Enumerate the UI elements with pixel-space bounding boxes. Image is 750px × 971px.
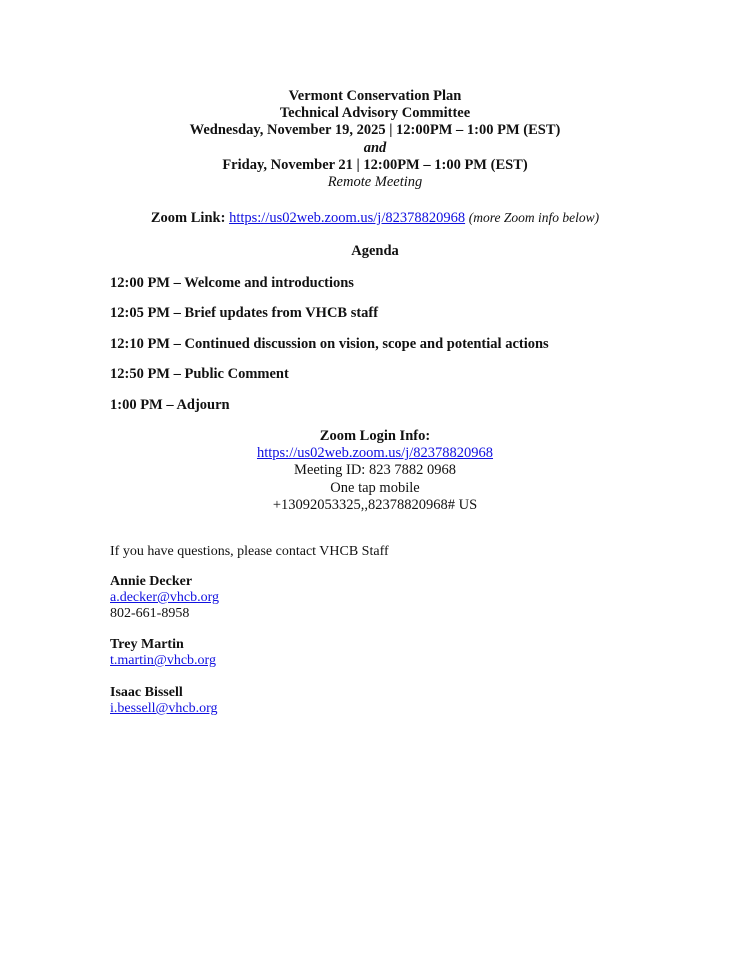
agenda-item: 12:00 PM – Welcome and introductions xyxy=(110,275,354,291)
agenda-item: 12:50 PM – Public Comment xyxy=(110,366,289,382)
document-title: Vermont Conservation Plan xyxy=(288,88,462,104)
document-header xyxy=(0,88,750,191)
zoom-login-heading: Zoom Login Info: xyxy=(319,428,431,444)
one-tap-label: One tap mobile xyxy=(330,479,420,496)
one-tap-phone: +13092053325,,82378820968# US xyxy=(272,496,478,513)
contact-name: Annie Decker xyxy=(110,574,193,589)
zoom-link-note: (more Zoom info below) xyxy=(468,210,600,225)
contact-email[interactable]: t.martin@vhcb.org xyxy=(110,653,216,668)
zoom-login-info xyxy=(0,428,750,514)
contact-trey-martin xyxy=(110,637,216,669)
contact-name: Isaac Bissell xyxy=(110,685,183,700)
zoom-link-label: Zoom Link: xyxy=(150,210,226,226)
meeting-date-1: Wednesday, November 19, 2025 | 12:00PM – 1:00 PM (EST) xyxy=(189,122,561,139)
conjunction: and xyxy=(363,139,387,156)
contact-phone: 802-661-8958 xyxy=(110,606,190,621)
contact-email[interactable]: i.bessell@vhcb.org xyxy=(110,701,218,716)
agenda-item: 12:05 PM – Brief updates from VHCB staff xyxy=(110,305,379,321)
zoom-link-line xyxy=(0,209,750,227)
contact-intro: If you have questions, please contact VHCB Staff xyxy=(110,544,389,559)
contact-isaac-bissell xyxy=(110,685,218,717)
contact-name: Trey Martin xyxy=(110,637,184,652)
contact-email[interactable]: a.decker@vhcb.org xyxy=(110,590,220,605)
committee-name: Technical Advisory Committee xyxy=(279,105,471,122)
zoom-login-link[interactable]: https://us02web.zoom.us/j/82378820968 xyxy=(256,445,494,462)
meeting-date-2: Friday, November 21 | 12:00PM – 1:00 PM (EST) xyxy=(222,156,528,173)
agenda-item: 1:00 PM – Adjourn xyxy=(110,397,230,413)
contact-annie-decker xyxy=(110,574,219,622)
agenda-heading: Agenda xyxy=(351,243,399,259)
agenda-item: 12:10 PM – Continued discussion on vision, scope and potential actions xyxy=(110,336,549,352)
meeting-location: Remote Meeting xyxy=(327,174,423,191)
zoom-link[interactable]: https://us02web.zoom.us/j/82378820968 xyxy=(229,210,466,226)
meeting-id: Meeting ID: 823 7882 0968 xyxy=(294,462,456,479)
